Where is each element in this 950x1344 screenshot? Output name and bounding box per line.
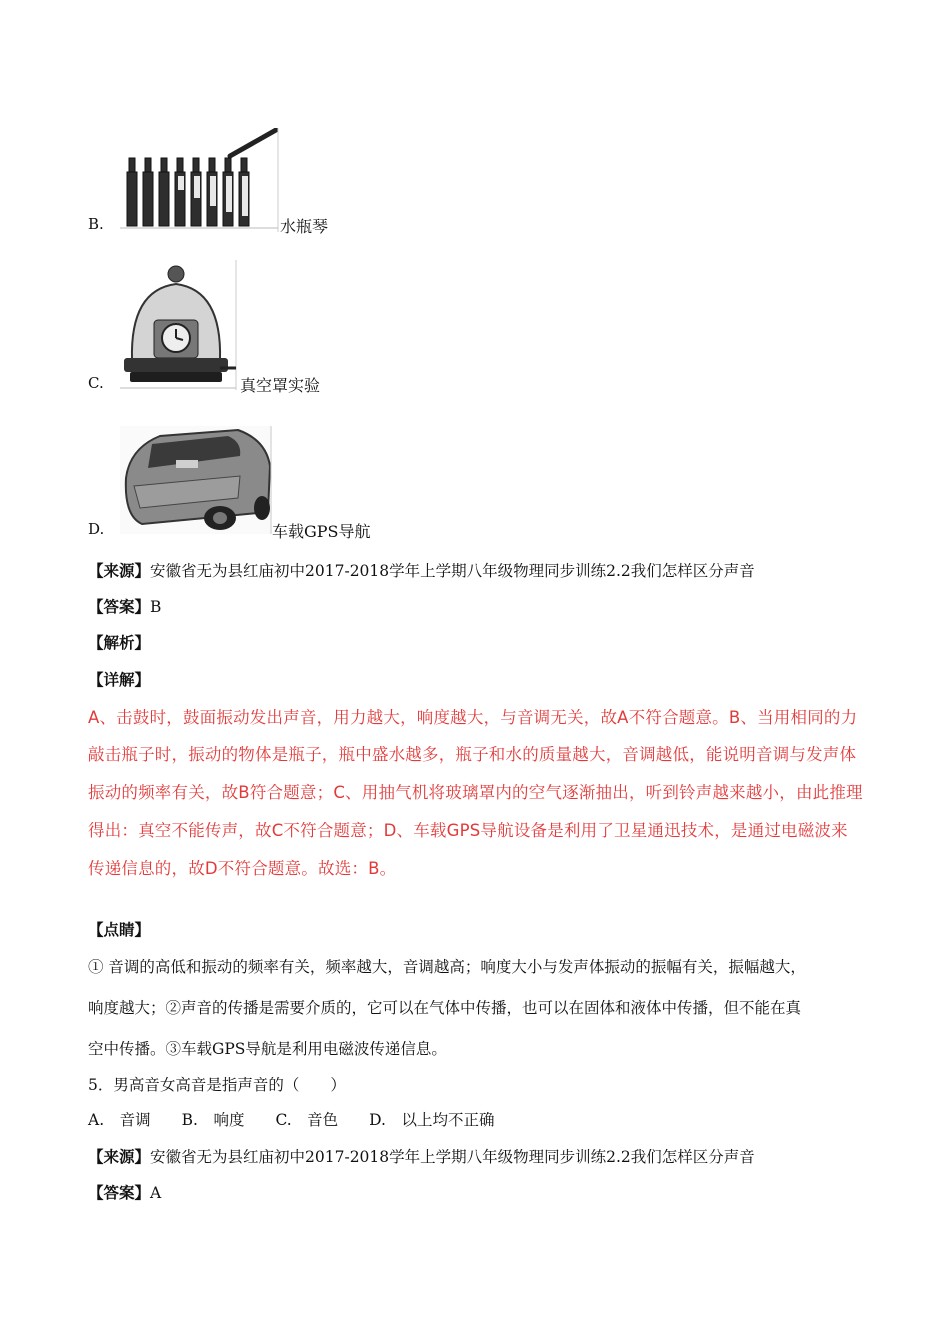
q5-question: 5．男高音女高音是指声音的（ ）: [88, 1076, 346, 1094]
bracket-label: 【解析】: [88, 633, 151, 652]
vacuum-bell-jar-photo: [120, 260, 240, 390]
bracket-label: 【来源】: [88, 561, 151, 580]
bracket-label: 【答案】: [88, 1183, 151, 1202]
comment-line: ① 音调的高低和振动的频率有关，频率越大，音调越高；响度大小与发声体振动的振幅有关，振幅越大，: [88, 958, 806, 976]
detail-line: 得出：真空不能传声，故C不符合题意；D、车载GPS导航设备是利用了卫星通迅技术，是通过电磁波来: [88, 821, 848, 840]
bracket-label: 【详解】: [88, 670, 151, 689]
option-d-caption: 车载GPS导航: [272, 522, 371, 541]
q4-detail-label: [88, 668, 150, 690]
detail-line: 传递信息的，故D不符合题意。故选：B。: [88, 859, 397, 878]
label-text: 安徽省无为县红庙初中2017-2018学年上学期八年级物理同步训练2.2我们怎样区分声音: [150, 562, 755, 580]
option-b-caption: 水瓶琴: [280, 217, 329, 236]
comment-line: 响度越大；②声音的传播是需要介质的，它可以在气体中传播，也可以在固体和液体中传播，但不能在真: [88, 999, 802, 1017]
option-d-letter: D.: [88, 520, 105, 538]
comment-line: 空中传播。③车载GPS导航是利用电磁波传递信息。: [88, 1040, 447, 1058]
q5-source: [88, 1145, 755, 1167]
label-text: A: [150, 1184, 162, 1202]
q4-comment-label: [88, 918, 150, 940]
detail-line: 敲击瓶子时，振动的物体是瓶子，瓶中盛水越多，瓶子和水的质量越大，音调越低，能说明音调与发声体: [88, 745, 857, 764]
car-photo: [120, 426, 272, 534]
q4-analysis-label: [88, 631, 150, 653]
label-text: B: [150, 598, 162, 616]
bracket-label: 【来源】: [88, 1147, 151, 1166]
q4-answer: [88, 595, 161, 617]
option-c-caption: 真空罩实验: [240, 376, 321, 395]
label-text: 安徽省无为县红庙初中2017-2018学年上学期八年级物理同步训练2.2我们怎样区分声音: [150, 1148, 755, 1166]
q5-answer: [88, 1181, 161, 1203]
bracket-label: 【答案】: [88, 597, 151, 616]
option-c-letter: C.: [88, 374, 104, 392]
q5-choices: A. 音调 B. 响度 C. 音色 D. 以上均不正确: [88, 1111, 495, 1129]
water-bottle-xylophone-photo: [120, 128, 280, 232]
q4-source: [88, 559, 755, 581]
bracket-label: 【点睛】: [88, 920, 151, 939]
option-b-letter: B.: [88, 215, 104, 233]
detail-line: A、击鼓时，鼓面振动发出声音，用力越大，响度越大，与音调无关，故A不符合题意。B、当用相同的力: [88, 708, 858, 727]
detail-line: 振动的频率有关，故B符合题意；C、用抽气机将玻璃罩内的空气逐渐抽出，听到铃声越来越小，由此推理: [88, 783, 863, 802]
